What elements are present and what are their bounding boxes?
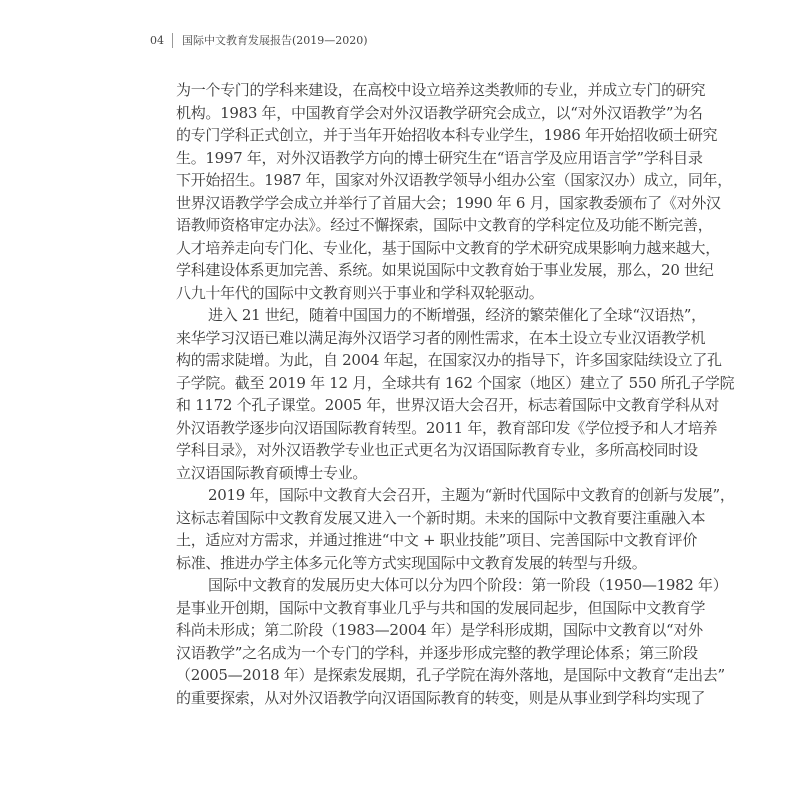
text-line: 的重要探索，从对外汉语教学向汉语国际教育的转变，则是从事业到学科均实现了 [176, 688, 706, 707]
book-title: 国际中文教育发展报告(2019—2020) [182, 34, 368, 47]
text-line: 进入 21 世纪，随着中国国力的不断增强，经济的繁荣催化了全球“汉语热”， [208, 306, 706, 324]
text-line: 标准、推进办学主体多元化等方式实现国际中文教育发展的转型与升级。 [176, 553, 647, 572]
paragraph [176, 304, 735, 484]
text-line: 这标志着国际中文教育发展又进入一个新时期。未来的国际中文教育要注重融入本 [176, 508, 706, 527]
text-line: 机构。1983 年，中国教育学会对外汉语教学研究会成立，以“对外汉语教学”为名 [176, 103, 703, 122]
text-line: 汉语教学”之名成为一个专门的学科，并逐步形成完整的教学理论体系；第三阶段 [176, 643, 698, 662]
text-line: 子学院。截至 2019 年 12 月，全球共有 162 个国家（地区）建立了 550 所孔子学院 [176, 373, 735, 392]
paragraph [176, 79, 732, 304]
text-line: 立汉语国际教育硕博士专业。 [176, 463, 368, 482]
paragraph [176, 484, 735, 574]
header-divider [172, 33, 173, 48]
body-text [176, 79, 735, 709]
text-line: 世界汉语教学学会成立并举行了首届大会；1990 年 6 月，国家教委颁布了《对外汉 [176, 193, 721, 212]
text-line: （2005—2018 年）是探索发展期，孔子学院在海外落地，是国际中文教育“走出去” [176, 666, 725, 684]
text-line: 构的需求陡增。为此，自 2004 年起，在国家汉办的指导下，许多国家陆续设立了孔 [176, 351, 722, 369]
text-line: 学科建设体系更加完善、系统。如果说国际中文教育始于事业发展，那么，20 世纪 [176, 261, 714, 279]
paragraph [176, 574, 728, 709]
text-line: 2019 年，国际中文教育大会召开，主题为“新时代国际中文教育的创新与发展”， [208, 486, 735, 504]
text-line: 来华学习汉语已难以满足海外汉语学习者的刚性需求，在本土设立专业汉语教学机 [176, 328, 706, 347]
text-line: 外汉语教学逐步向汉语国际教育转型。2011 年，教育部印发《学位授予和人才培养 [176, 418, 718, 437]
text-line: 生。1997 年，对外汉语教学方向的博士研究生在“语言学及应用语言学”学科目录 [176, 148, 703, 167]
text-line: 八九十年代的国际中文教育则兴于事业和学科双轮驱动。 [176, 283, 544, 302]
text-line: 国际中文教育的发展历史大体可以分为四个阶段：第一阶段（1950—1982 年） [208, 576, 728, 594]
running-header [150, 32, 368, 48]
text-line: 为一个专门的学科来建设，在高校中设立培养这类教师的专业，并成立专门的研究 [176, 81, 706, 99]
text-line: 土，适应对方需求，并通过推进“中文 + 职业技能”项目、完善国际中文教育评价 [176, 531, 698, 549]
text-line: 语教师资格审定办法》。经过不懈探索，国际中文教育的学科定位及功能不断完善， [176, 216, 713, 234]
text-line: 科尚未形成；第二阶段（1983—2004 年）是学科形成期，国际中文教育以“对外 [176, 621, 703, 639]
text-line: 下开始招生。1987 年，国家对外汉语教学领导小组办公室（国家汉办）成立，同年， [176, 171, 732, 189]
text-line: 是事业开创期，国际中文教育事业几乎与共和国的发展同起步，但国际中文教育学 [176, 598, 706, 617]
page-number: 04 [150, 33, 164, 47]
text-line: 的专门学科正式创立，并于当年开始招收本科专业学生，1986 年开始招收硕士研究 [176, 126, 718, 144]
text-line: 和 1172 个孔子课堂。2005 年，世界汉语大会召开，标志着国际中文教育学科从对 [176, 396, 720, 414]
text-line: 学科目录》，对外汉语教学专业也正式更名为汉语国际教育专业，多所高校同时设 [176, 441, 698, 459]
text-line: 人才培养走向专门化、专业化，基于国际中文教育的学术研究成果影响力越来越大， [176, 238, 720, 257]
